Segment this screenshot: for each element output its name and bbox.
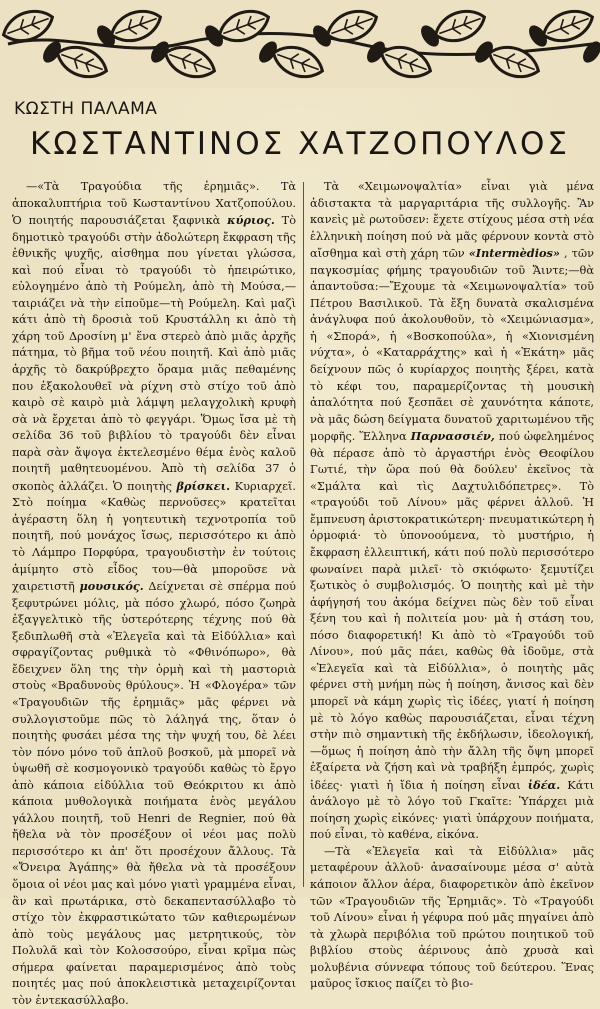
emphasis-vriskei: βρίσκει. xyxy=(176,478,231,493)
right-paragraph-1 xyxy=(310,179,594,844)
emphasis-intermedios: «Intermèdios» xyxy=(468,246,560,261)
emphasis-parnassien: Παρνασσιέν, xyxy=(410,429,495,444)
emphasis-kyrios: κύριος. xyxy=(227,213,275,228)
right-text-4: Κάτι ἀνάλογο μὲ τὸ λόγο τοῦ Γκαῖτε: Ὑπάρχει μιὰ ποίηση χωρὶς εἰκόνες· γιατὶ ὑπάρχουν ποιήματα, πού εἶναι, τὸ καθένα, εἰκόνα. xyxy=(310,778,594,842)
author-name: ΚΩΣΤΗ ΠΑΛΑΜΑ xyxy=(14,99,158,119)
left-text-4: Δείχνεται σὲ σπέρμα πού ξεφυτρώνει μόλις, μὰ πόσο χλωρό, πόσο ζωηρὰ ἐξαγγελτικὸ τῆς ὑστερότερης τέχνης πού θὰ ξεδιπλωθῆ στὰ «Ἐλεγεῖα καὶ τὰ Εἰδύλλια» καὶ σφραγίζοντας ρυθμικὰ τὸ «Φθινόπωρο», θὰ ἔδειχνεν ὅλη της τὴν ὁρμὴ καὶ τὴ μαστοριὰ στοὺς «Βραδυνοὺς θρύλους». Ἡ «Φλογέρα» τῶν «Τραγουδιῶν τῆς ἐρημιᾶς» μᾶς φέρνει νὰ συλλογιστοῦμε πῶς τὸ λάληγά της, ὅταν ὁ ποιητὴς φυσάει μέσα της τὴν ψυχή του, δὲ λέει τὸν πόνο μόνο τοῦ ἁπλοῦ βοσκοῦ, μὰ μπορεῖ νὰ ὑψωθῆ σὲ κοσμογονικὸ τραγούδι καθὼς τὸ ἔργο ἀπὸ κάποια εἰδύλλια τοῦ Θεόκριτου κι ἀπὸ κάποια μυθολογικὰ ποιήματα ἑνὸς μεγάλου γάλλου ποιητῆ, τοῦ Henri de Regnier, πού θὰ ἤθελα νὰ τὸν προσέξουν οἱ νέοι μας πολὺ περισσότερο κι ἀπ' ὅτι προσέχουν ἄλλους. Τὰ «Ὄνειρα Ἀγάπης» θὰ ἤθελα νὰ τὰ προσέξουν ὅμοια οἱ νέοι μας καὶ μόνο γιατὶ γραμμένα εἶναι, ἂν καὶ πρωτάρικα, στὸ δεκαπεντασύλλαβο τὸ στίχο τὸν ἐκφραστικώτατο τῶν καθιερωμένων ἀπὸ τοὺς μεγάλους μας μετρητικούς, τὸν Πολυλᾶ καὶ τὸν Κολοσσούρο, εἶναι κρῖμα πὼς σήμερα φαίνεται παραμερισμένος ἀπὸ τοὺς ποιητές μας πού ἀποκλειστικὰ μεταχειρίζονται τὸν ἐντεκασύλλαβο. xyxy=(12,580,297,1007)
right-text-1: Τὰ «Χειμωνοψαλτία» εἶναι γιὰ μένα ἀδιστακτα τὰ μαργαριτάρια τῆς συλλογῆς. Ἂν κανεὶς μὲ ρωτοῦσεν: ἔχετε στίχους μέσα στὴ νέα ἑλληνικὴ ποίηση πού νὰ μᾶς φέρνουν κοντὰ στὸ αἴσθημα καὶ στὴ χάρη τῶν xyxy=(310,180,594,261)
right-column xyxy=(310,179,595,991)
left-text-3: Κυριαρχεῖ. Στὸ ποίημα «Καθὼς περνοῦσες» κρατεῖται ἀγέραστη ὅλη ἡ γοητευτικὴ τεχνοτροπία τοῦ ποιητῆ, πού μονάχος ἴσως, περισσότερο κι ἀπὸ τὸ Λάμπρο Πορφύρα, τραγουδιστὴν ἐν τούτοις ἀμίμητο στὸ εἶδος του—θὰ μποροῦσε νὰ χαιρετιστῆ xyxy=(12,479,297,594)
right-text-2: , τῶν παγκοσμίας φήμης τραγουδιῶν τοῦ Ἄιντε;—θὰ ἀπαντοῦσα:—Ἔχουμε τὰ «Χειμωνοψαλτία» τοῦ Πέτρου Βασιλικοῦ. Τὰ ἔξη δυνατὰ σκαλισμένα ἀνάγλυφα πού ἀκολουθοῦν, τὸ «Χειμώνιασμα», ἡ «Σπορά», ἡ «Βοσκοπούλα», ἡ «Χιονισμένη νύχτα», ὁ «Καταρράχτης» καὶ ἡ «Ἑκάτη» μᾶς δείχνουν πῶς ὁ κυρίαρχος ποιητὴς ξέρει, κατὰ τὸ κέφι του, παραμερίζοντας τὴ μουσικὴ ἀπαλότητα πού ξεσπᾶει σὲ χαυνότητα κάποτε, νὰ μᾶς δώση δείγματα δυνατοῦ χαριτωμένου τῆς μορφῆς. Ἕλληνα xyxy=(310,247,595,444)
column-divider xyxy=(303,182,304,887)
left-text-2: Τὸ δημοτικὸ τραγούδι στὴν ἀδολώτερη ἔκφραση τῆς ἐθνικῆς ψυχῆς, αἰσθημα που γίνεται γλώσσα, καὶ πού εἶναι τὸ τραγούδι τὸ ἠπειρώτικο, εὐλογημένο ἀπὸ τὴ Ρούμελη, ἀπὸ τὴ Μούσα,—ταιριάζει νὰ τὴν εἰποῦμε—τὴ Ρούμελη. Καὶ μαζὶ κάτι ἀπὸ τὴ δροσιὰ τοῦ Κρυστάλλη κι ἀπὸ τὴ χάρη τοῦ Δροσίνη μ' ἕνα στερεὸ ἀπὸ μιᾶς ἀρχῆς πάτημα, τὸ βῆμα τοῦ νέου ποιητῆ. Καὶ ἀπὸ μιᾶς ἀρχῆς τὸ δακρύβρεχτο ὅραμα μιᾶς πεθαμένης που ἐξακολουθεῖ νὰ ρίχνη στὸ στίχο τοῦ ἀπὸ καιρὸ σὲ καιρὸ μιὰ λάμψη μελαγχολικὴ κρυφὴ σὰ νὰ ἔρχεται ἀπὸ τὸ φεγγάρι. Ὅμως ἴσα μὲ τὴ σελίδα 36 τοῦ βιβλίου τὸ τραγούδι δὲν εἶναι παρὰ σὰν ἄψογα ἐκτελεσμένο θέμα ἑνὸς καλοῦ ποιητῆ μαθητευομένου. Ἀπὸ τὴ σελίδα 37 ὁ σκοπὸς ἀλλάζει. Ὁ ποιητὴς xyxy=(12,214,296,493)
leaf-garland-ornament-icon xyxy=(0,0,600,88)
right-text-5: —Τὰ «Ἐλεγεῖα καὶ τὰ Εἰδύλλια» μᾶς μεταφέρουν ἀλλοῦ· ἀνασαίνουμε μέσα σ' αὐτὰ κάποιον ἄλλον ἀέρα, διαφορετικὸν ἀπὸ ἐκεῖνον τῶν «Τραγουδιῶν τῆς Ἐρημιᾶς». Τὸ «Τραγούδι τοῦ Λίνου» εἶναι ἡ γέφυρα πού μᾶς πηγαίνει ἀπὸ τὰ χλωρὰ περιβόλια τοῦ πρώτου ποιητικοῦ τοῦ βιβλίου στοὺς ἀέρινους ἀπὸ χρυσὰ καὶ μολυβένια σύννεφα τόπους τοῦ δεύτερου. Ἕνας μαῦρος ἴσκιος παίζει τὸ βιο- xyxy=(310,844,594,991)
right-paragraph-2 xyxy=(310,844,594,993)
right-text-3: πού ὠφελημένος θὰ πέρασε ἀπὸ τὸ ἀργαστήρι ἑνὸς Θεοφίλου Γωτιέ, τὴν ὥρα πού θὰ δούλευ' ἐκεῖνος τὰ «Σμάλτα καὶ τὶς Δαχτυλιδόπετρες». Τὸ «τραγούδι τοῦ Λίνου» μᾶς φέρνει ἀλλοῦ. Ἡ ἔμπνευση ἀριστοκρατικώτερη· πνευματικώτερη ἡ ὁρμοφιά· τὸ ὑπονοούμενα, τὸ μυστήριο, ἡ ἔκφραση ἐλλειπτική, κάτι πού πολὺ περισσότερο φωναίνει παρὰ μιλεῖ· τὸ σκιόφωτο· ξεμυτίζει ξωτικὸς ὁ συμβολισμός. Ὁ ποιητὴς καὶ μὲ τὴν ἀφήγησή του ἀκόμα δείχνει πὼς δὲν τοῦ εἶναι ξένη του καὶ ἡ πολιτεία μου· μὰ ἡ στάση του, πόσο διαφορετική! Κι ἀπὸ τὸ «Τραγούδι τοῦ Λίνου», πού μᾶς πάει, καθὼς θὰ ἰδοῦμε, στὰ «Ἐλεγεῖα καὶ τὰ Εἰδύλλια», ὁ ποιητὴς μᾶς φέρνει στὴ μνήμη πὼς ἡ ποίηση, ἄνισος καὶ δὲν μπορεῖ νὰ κάμη χωρὶς τὶς ἰδέες, γιατί ἡ ποίηση μὲ τὸ λόγο καθὼς παρουσιάζεται, εἶναι τέχνη στὴν πιὸ σημαντικὴ τῆς ἐκδήλωσιν, ἰδεολογική,—ὅμως ἡ ποίηση ἀπὸ τὴν ἄλλη τῆς ὄψη μπορεῖ ἐξαίρετα νὰ ζήση καὶ νὰ τραβήξη ἐμπρός, χωρὶς ἰδέες· γιατὶ ἡ ἴδια ἡ ποίηση εἶναι xyxy=(310,430,595,792)
left-column xyxy=(12,179,297,1007)
left-text-1: —«Τὰ Τραγούδια τῆς ἐρημιᾶς». Τὰ ἀποκαλυπτήρια τοῦ Κωσταντίνου Χατζοπούλου. Ὁ ποιητής παρουσιάζεται ξαφνικὰ xyxy=(12,180,296,228)
emphasis-mousikos: μουσικός. xyxy=(79,579,144,594)
article-title: ΚΩΣΤΑΝΤΙΝΟΣ ΧΑΤΖΟΠΟΥΛΟΣ xyxy=(30,126,570,162)
emphasis-idea: ἰδέα. xyxy=(527,777,561,792)
left-paragraph xyxy=(12,179,296,1009)
